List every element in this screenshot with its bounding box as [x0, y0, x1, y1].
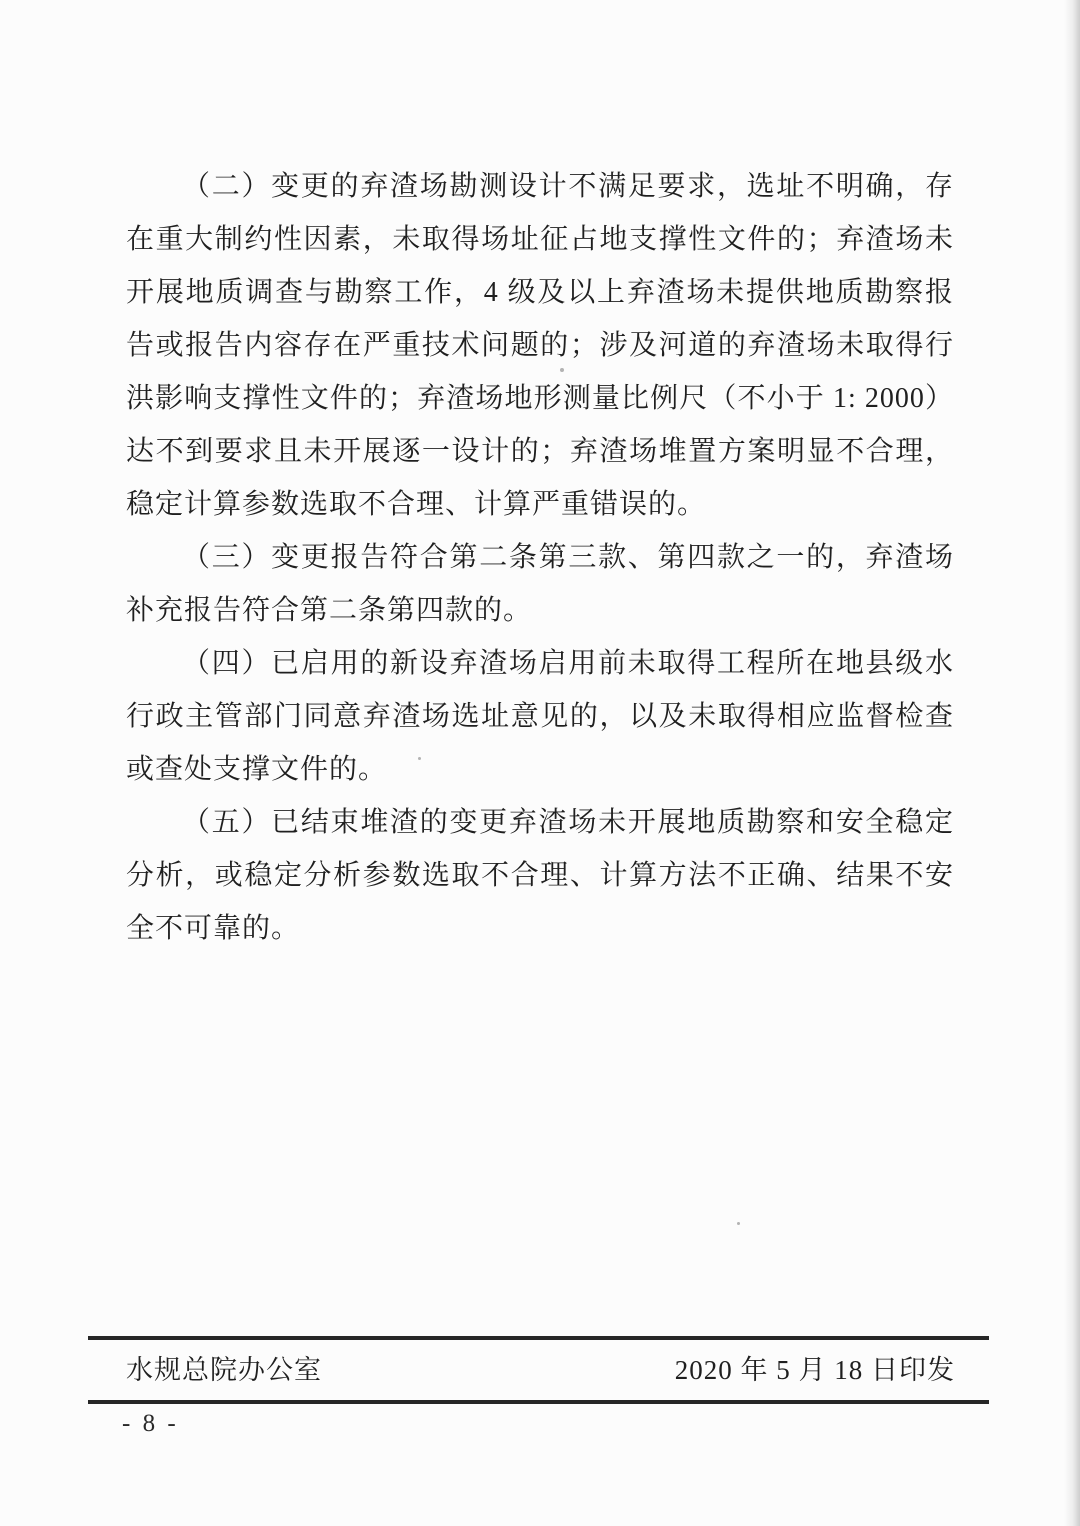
scan-speck — [560, 368, 564, 372]
scan-speck — [418, 757, 421, 760]
issuing-office-label: 水规总院办公室 — [126, 1355, 322, 1385]
text-line: （三）变更报告符合第二条第三款、第四款之一的，弃渣场 — [182, 542, 954, 573]
text-line: 分析，或稳定分析参数选取不合理、计算方法不正确、结果不安 — [126, 860, 954, 891]
page-number: - 8 - — [122, 1410, 179, 1437]
footer-row — [126, 1340, 955, 1400]
scan-speck — [737, 1222, 740, 1225]
document-body — [126, 160, 954, 955]
text-line: （四）已启用的新设弃渣场启用前未取得工程所在地县级水 — [182, 648, 954, 679]
scan-edge-shadow — [1064, 0, 1080, 1526]
footer-rule-bottom — [88, 1400, 989, 1404]
text-line: 或查处支撑文件的。 — [126, 754, 388, 785]
text-line: 补充报告符合第二条第四款的。 — [126, 595, 533, 626]
text-line: 告或报告内容存在严重技术问题的；涉及河道的弃渣场未取得行 — [126, 330, 954, 361]
text-line: 全不可靠的。 — [126, 913, 301, 944]
text-line: 达不到要求且未开展逐一设计的；弃渣场堆置方案明显不合理， — [126, 436, 954, 467]
text-line: 洪影响支撑性文件的；弃渣场地形测量比例尺（不小于 1: 2000） — [126, 383, 954, 414]
text-line: （五）已结束堆渣的变更弃渣场未开展地质勘察和安全稳定 — [182, 807, 954, 838]
text-line: 行政主管部门同意弃渣场选址意见的，以及未取得相应监督检查 — [126, 701, 954, 732]
text-line: 在重大制约性因素，未取得场址征占地支撑性文件的；弃渣场未 — [126, 224, 954, 255]
text-line: 稳定计算参数选取不合理、计算严重错误的。 — [126, 489, 707, 520]
text-line: （二）变更的弃渣场勘测设计不满足要求，选址不明确，存 — [182, 171, 954, 202]
print-date-label: 2020 年 5 月 18 日印发 — [674, 1355, 955, 1385]
text-line: 开展地质调查与勘察工作，4 级及以上弃渣场未提供地质勘察报 — [126, 277, 954, 308]
